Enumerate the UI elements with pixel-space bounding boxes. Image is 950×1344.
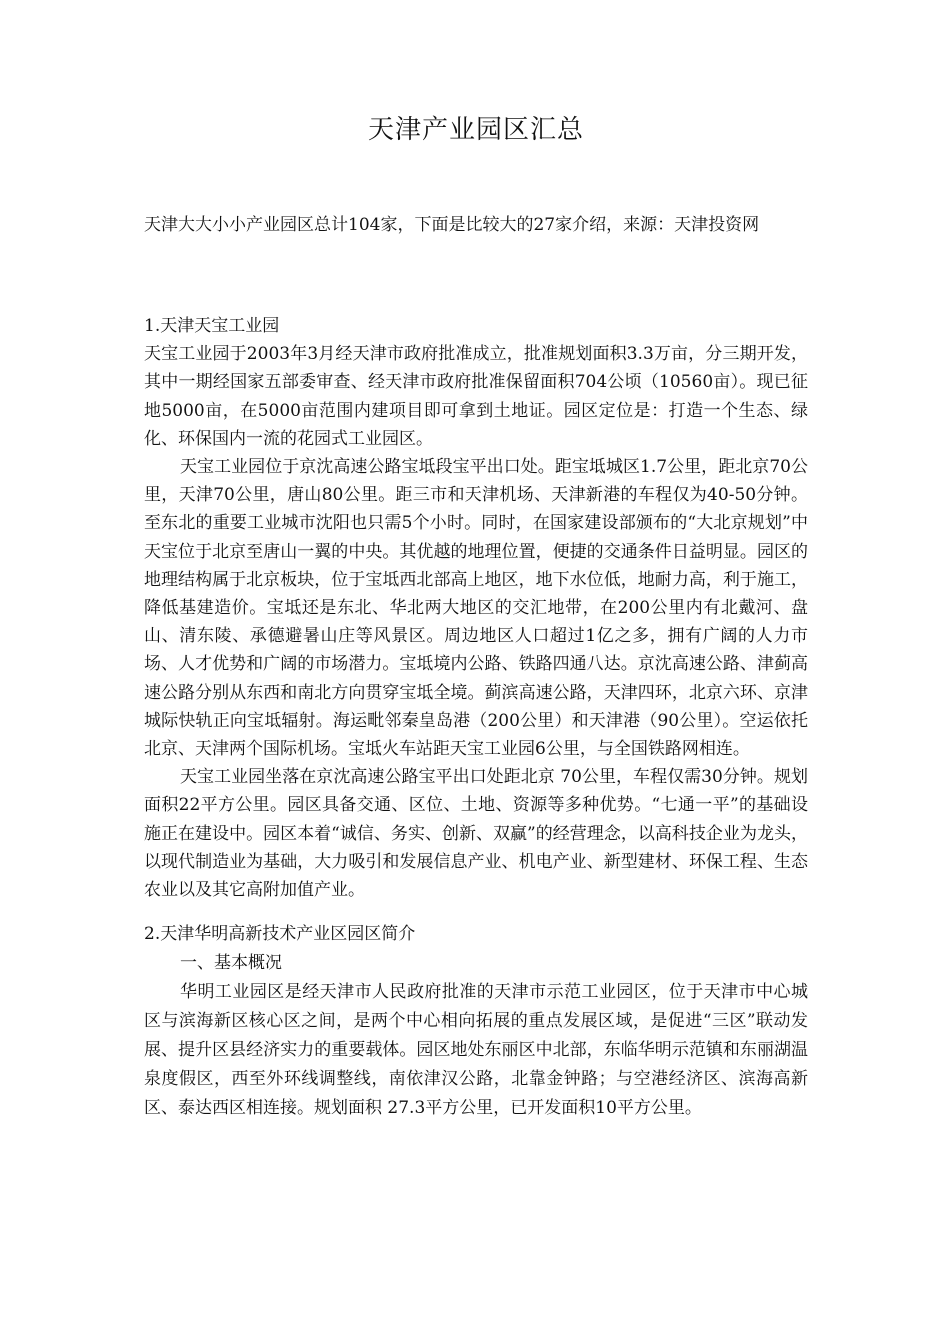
document-body xyxy=(144,312,808,1123)
section-tianbao xyxy=(144,312,808,904)
section-spacer xyxy=(144,904,808,920)
section-paragraph: 天宝工业园于2003年3月经天津市政府批准成立，批准规划面积3.3万亩，分三期开发，其中一期经国家五部委审查、经天津市政府批准保留面积704公顷（10560亩）。现已征地5000亩，在5000亩范围内建项目即可拿到土地证。园区定位是：打造一个生态、绿化、环保国内一流的花园式工业园区。 xyxy=(144,344,808,449)
section-paragraph: 华明工业园区是经天津市人民政府批准的天津市示范工业园区，位于天津市中心城区与滨海新区核心区之间，是两个中心相向拓展的重点发展区域，是促进“三区”联动发展、提升区县经济实力的重要载体。园区地处东丽区中北部，东临华明示范镇和东丽湖温泉度假区，西至外环线调整线，南依津汉公路，北靠金钟路；与空港经济区、滨海高新区、泰达西区相连接。规划面积 27.3平方公里，已开发面积10平方公里。 xyxy=(144,982,808,1119)
section-paragraph: 天宝工业园坐落在京沈高速公路宝平出口处距北京 70公里，车程仅需30分钟。规划面积22平方公里。园区具备交通、区位、土地、资源等多种优势。“七通一平”的基础设施正在建设中。园区本着“诚信、务实、创新、双赢”的经营理念，以高科技企业为龙头，以现代制造业为基础，大力吸引和发展信息产业、机电产业、新型建材、环保工程、生态农业以及其它高附加值产业。 xyxy=(144,767,808,901)
section-paragraph: 天宝工业园位于京沈高速公路宝坻段宝平出口处。距宝坻城区1.7公里，距北京70公里，天津70公里，唐山80公里。距三市和天津机场、天津新港的车程仅为40-50分钟。至东北的重要工业城市沈阳也只需5个小时。同时，在国家建设部颁布的“大北京规划”中天宝位于北京至唐山一翼的中央。其优越的地理位置，便捷的交通条件日益明显。园区的地理结构属于北京板块，位于宝坻西北部高上地区，地下水位低，地耐力高，利于施工，降低基建造价。宝坻还是东北、华北两大地区的交汇地带，在200公里内有北戴河、盘山、清东陵、承德避暑山庄等风景区。周边地区人口超过1亿之多，拥有广阔的人力市场、人才优势和广阔的市场潜力。宝坻境内公路、铁路四通八达。京沈高速公路、津蓟高速公路分别从东西和南北方向贯穿宝坻全境。蓟滨高速公路，天津四环，北京六环、京津城际快轨正向宝坻辐射。海运毗邻秦皇岛港（200公里）和天津港（90公里）。空运依托北京、天津两个国际机场。宝坻火车站距天宝工业园6公里，与全国铁路网相连。 xyxy=(144,457,808,760)
section-huaming xyxy=(144,920,808,1123)
document-title: 天津产业园区汇总 xyxy=(367,115,584,145)
section-heading: 1.天津天宝工业园 xyxy=(144,316,280,336)
section-subheading: 一、基本概况 xyxy=(180,953,282,974)
section-heading: 2.天津华明高新技术产业区园区简介 xyxy=(144,924,416,945)
intro-paragraph: 天津大大小小产业园区总计104家，下面是比较大的27家介绍，来源：天津投资网 xyxy=(144,215,760,235)
